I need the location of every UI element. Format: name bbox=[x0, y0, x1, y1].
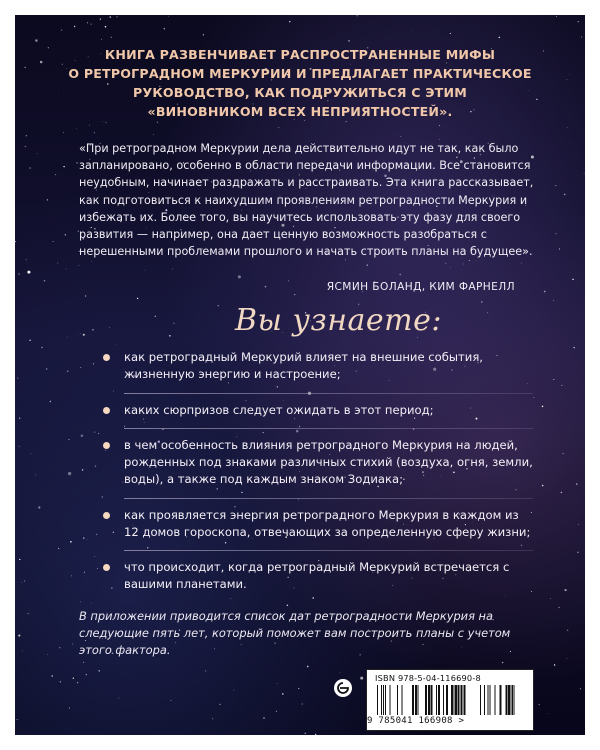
barcode-bar bbox=[512, 685, 513, 715]
star bbox=[26, 135, 28, 137]
list-item-text: как ретроградный Меркурий влияет на внешние события, жизненную энергию и настроение; bbox=[124, 350, 483, 381]
star bbox=[76, 162, 77, 163]
star bbox=[572, 279, 574, 281]
barcode-bar bbox=[425, 685, 427, 715]
star bbox=[502, 662, 503, 663]
barcode-bar bbox=[461, 685, 463, 715]
star bbox=[542, 485, 544, 487]
star bbox=[80, 602, 81, 603]
learn-heading: Вы узнаете: bbox=[235, 303, 442, 338]
star bbox=[83, 537, 84, 538]
barcode-bar bbox=[381, 685, 382, 715]
star bbox=[544, 291, 546, 293]
barcode-bar bbox=[438, 685, 440, 715]
star bbox=[558, 607, 559, 608]
star bbox=[203, 34, 204, 35]
quote-block bbox=[79, 140, 535, 260]
star bbox=[18, 635, 20, 637]
barcode-bar bbox=[484, 685, 485, 715]
star bbox=[315, 734, 316, 735]
star bbox=[289, 21, 290, 22]
star bbox=[30, 453, 31, 454]
star bbox=[81, 435, 84, 438]
barcode-bar bbox=[431, 685, 433, 715]
star bbox=[80, 333, 81, 334]
star bbox=[307, 666, 309, 668]
star bbox=[553, 379, 554, 380]
divider bbox=[124, 393, 533, 394]
star bbox=[294, 294, 295, 295]
star bbox=[288, 281, 289, 282]
star bbox=[578, 21, 579, 22]
star bbox=[168, 16, 169, 17]
star bbox=[25, 146, 27, 148]
star bbox=[35, 475, 36, 476]
star bbox=[106, 122, 107, 123]
book-back-cover bbox=[15, 15, 585, 735]
barcode-bar bbox=[488, 685, 489, 715]
star bbox=[94, 132, 95, 133]
list-item-text: как проявляется энергия ретроградного Меркурия в каждом из 12 домов гороскопа, отвечающих за определенную сферу жизни; bbox=[124, 507, 531, 539]
barcode-bar bbox=[500, 685, 502, 715]
isbn-label: ISBN 978-5-04-116690-8 bbox=[375, 673, 481, 683]
barcode-bar bbox=[480, 685, 481, 715]
star bbox=[580, 688, 581, 689]
star bbox=[217, 305, 218, 306]
star bbox=[101, 39, 102, 40]
barcode-bar bbox=[436, 685, 437, 715]
star bbox=[238, 275, 241, 278]
list-item-text: что происходит, когда ретроградный Меркурий встречается с вашими планетами. bbox=[124, 560, 510, 592]
star bbox=[450, 33, 451, 34]
star bbox=[173, 323, 174, 324]
barcode-bar bbox=[377, 685, 378, 715]
list-item-text: каких сюрпризов следует ожидать в этот период; bbox=[124, 402, 434, 417]
star bbox=[84, 572, 85, 573]
star bbox=[277, 683, 278, 684]
barcode-bar bbox=[402, 685, 403, 715]
star bbox=[555, 233, 556, 234]
star bbox=[17, 378, 18, 379]
star bbox=[169, 335, 171, 337]
star bbox=[40, 61, 43, 64]
star bbox=[276, 711, 277, 712]
headline-line: КНИГА РАЗВЕНЧИВАЕТ РАСПРОСТРАНЕННЫЕ МИФЫ bbox=[104, 47, 496, 62]
star bbox=[68, 439, 69, 440]
star bbox=[172, 269, 173, 270]
star bbox=[116, 16, 117, 17]
star bbox=[569, 74, 570, 75]
list-item bbox=[103, 559, 533, 603]
star bbox=[69, 707, 70, 708]
star bbox=[282, 693, 284, 695]
star bbox=[46, 368, 47, 369]
barcode-bar bbox=[490, 685, 491, 715]
star bbox=[61, 29, 62, 30]
star bbox=[556, 16, 557, 17]
star bbox=[91, 603, 92, 604]
star bbox=[53, 241, 54, 242]
star bbox=[60, 681, 61, 682]
star bbox=[412, 30, 413, 31]
barcode-bar bbox=[506, 685, 508, 715]
star bbox=[111, 37, 112, 38]
appendix-note: В приложении приводится список дат ретроградности Меркурия на следующие пять лет, который поможет вам построить планы с учетом этого фактора. bbox=[79, 609, 511, 658]
star bbox=[55, 174, 56, 175]
star bbox=[157, 122, 158, 123]
star bbox=[155, 316, 156, 317]
star bbox=[94, 432, 95, 433]
star bbox=[212, 718, 213, 719]
barcode-bar bbox=[514, 685, 515, 715]
star bbox=[41, 347, 42, 348]
star bbox=[89, 125, 90, 126]
star bbox=[559, 248, 560, 249]
star bbox=[521, 263, 522, 264]
star bbox=[116, 344, 117, 345]
list-item bbox=[103, 437, 533, 497]
star bbox=[95, 465, 96, 466]
star bbox=[367, 264, 369, 266]
star bbox=[19, 446, 20, 447]
star bbox=[287, 605, 289, 607]
star bbox=[153, 134, 154, 135]
barcode-bar bbox=[451, 685, 453, 715]
star bbox=[28, 613, 29, 614]
star bbox=[19, 418, 20, 419]
learn-list bbox=[103, 349, 533, 603]
list-item bbox=[103, 349, 533, 393]
star bbox=[47, 654, 48, 655]
star bbox=[298, 688, 299, 689]
star bbox=[445, 263, 446, 264]
barcode-bar bbox=[428, 685, 430, 715]
star bbox=[65, 234, 66, 235]
star bbox=[400, 136, 401, 137]
star bbox=[72, 644, 73, 645]
star bbox=[584, 173, 585, 174]
star bbox=[567, 630, 568, 631]
bullet-dot-icon bbox=[103, 354, 110, 361]
publisher-logo-icon bbox=[334, 679, 352, 697]
star bbox=[348, 40, 349, 41]
star bbox=[487, 312, 488, 313]
star bbox=[205, 670, 206, 671]
star bbox=[22, 651, 23, 652]
star bbox=[97, 568, 98, 569]
star bbox=[100, 18, 101, 19]
star bbox=[340, 672, 341, 673]
headline-line: РУКОВОДСТВО, КАК ПОДРУЖИТЬСЯ С ЭТИМ bbox=[133, 85, 467, 100]
ean-digits: 9 785041 166908 > bbox=[367, 716, 465, 726]
star bbox=[98, 433, 99, 434]
barcode-bar bbox=[511, 685, 512, 715]
star bbox=[577, 552, 578, 553]
divider bbox=[124, 498, 533, 499]
star bbox=[450, 267, 451, 268]
star bbox=[463, 264, 464, 265]
star bbox=[50, 401, 51, 402]
star bbox=[17, 719, 18, 720]
star bbox=[66, 269, 67, 270]
star bbox=[548, 713, 549, 714]
star bbox=[57, 263, 58, 264]
star bbox=[58, 548, 59, 549]
star bbox=[554, 664, 555, 665]
star bbox=[71, 575, 72, 576]
star bbox=[67, 337, 68, 338]
star bbox=[539, 704, 540, 705]
barcode-bar bbox=[412, 685, 414, 715]
star bbox=[91, 261, 92, 262]
star bbox=[24, 580, 25, 581]
star bbox=[27, 271, 30, 274]
barcode-bar bbox=[443, 685, 444, 715]
star bbox=[44, 280, 46, 282]
star bbox=[563, 453, 564, 454]
list-item bbox=[103, 507, 533, 551]
barcode-bar bbox=[390, 685, 391, 715]
star bbox=[63, 132, 64, 133]
star bbox=[26, 259, 27, 260]
star bbox=[137, 298, 138, 299]
barcode-bar bbox=[464, 685, 466, 715]
star bbox=[110, 16, 112, 18]
star bbox=[265, 286, 267, 288]
star bbox=[74, 26, 75, 27]
barcode-bar bbox=[455, 685, 457, 715]
barcode-bar bbox=[508, 685, 510, 715]
star bbox=[92, 329, 94, 331]
star bbox=[73, 677, 74, 678]
star bbox=[233, 689, 234, 690]
authors: ЯСМИН БОЛАНД, КИМ ФАРНЕЛЛ bbox=[326, 281, 515, 293]
star bbox=[109, 327, 110, 328]
star bbox=[565, 589, 567, 591]
star bbox=[573, 347, 574, 348]
barcode-bar bbox=[415, 685, 417, 715]
barcode-bar bbox=[385, 685, 386, 715]
barcode-bar bbox=[446, 685, 448, 715]
star bbox=[550, 598, 551, 599]
star bbox=[566, 658, 567, 659]
star bbox=[29, 340, 30, 341]
star bbox=[553, 300, 554, 301]
star bbox=[80, 367, 81, 368]
divider bbox=[124, 428, 533, 429]
star bbox=[68, 472, 71, 475]
star bbox=[99, 670, 100, 671]
star bbox=[302, 704, 303, 705]
star bbox=[360, 677, 363, 680]
star bbox=[47, 199, 48, 200]
star bbox=[570, 143, 571, 144]
star bbox=[567, 127, 568, 128]
star bbox=[118, 698, 119, 699]
star bbox=[170, 700, 171, 701]
star bbox=[19, 559, 20, 560]
star bbox=[561, 492, 562, 493]
star bbox=[79, 265, 80, 266]
star bbox=[94, 556, 95, 557]
headline-line: «ВИНОВНИКОМ ВСЕХ НЕПРИЯТНОСТЕЙ». bbox=[147, 104, 453, 119]
barcode-bar bbox=[418, 685, 419, 715]
star bbox=[87, 539, 88, 540]
barcode-bar bbox=[495, 685, 496, 715]
star bbox=[82, 469, 84, 471]
star bbox=[51, 675, 53, 677]
star bbox=[83, 334, 85, 336]
star bbox=[38, 506, 40, 508]
star bbox=[499, 37, 501, 39]
star bbox=[346, 121, 347, 122]
star bbox=[96, 534, 97, 535]
star bbox=[77, 682, 78, 683]
star bbox=[70, 541, 72, 543]
star bbox=[87, 22, 88, 23]
star bbox=[48, 47, 49, 48]
barcode-bars bbox=[375, 685, 525, 715]
star bbox=[164, 28, 165, 29]
star bbox=[15, 241, 16, 242]
quote-text: «При ретроградном Меркурии дела действительно идут не так, как было запланировано, особенно в области передачи информации. Все становится неудобным, начинает раздражать и расстраивать. Эта книга рассказывает, как подготовиться к наихудшим проявлениям ретроградности Меркурия и избежать их. Более того, вы научитесь использовать эту фазу для своего развития — например, она дает ценную возможность разобраться с нерешенными проблемами прошлого и начать строить планы на будущее». bbox=[79, 142, 534, 259]
star bbox=[576, 483, 577, 484]
star bbox=[37, 153, 38, 154]
list-item-text: в чем особенность влияния ретроградного Меркурия на людей, рожденных под знаками различных стихий (воздуха, огня, земли, воды), а также под каждым знаком Зодиака; bbox=[124, 438, 533, 486]
bullet-dot-icon bbox=[103, 512, 110, 519]
headline bbox=[55, 45, 545, 121]
isbn-barcode bbox=[366, 669, 534, 731]
star bbox=[555, 185, 556, 186]
star bbox=[567, 79, 568, 80]
star bbox=[59, 647, 60, 648]
barcode-bar bbox=[383, 685, 384, 715]
star bbox=[263, 717, 265, 719]
star bbox=[85, 295, 86, 296]
barcode-bar bbox=[454, 685, 455, 715]
star bbox=[29, 167, 31, 169]
star bbox=[102, 121, 103, 122]
star bbox=[564, 194, 566, 196]
barcode-bar bbox=[458, 685, 460, 715]
star bbox=[63, 166, 64, 167]
list-item bbox=[103, 402, 533, 429]
star bbox=[93, 363, 94, 364]
star bbox=[581, 36, 582, 37]
star bbox=[278, 127, 279, 128]
star bbox=[399, 274, 400, 275]
star bbox=[105, 26, 107, 28]
star bbox=[145, 270, 146, 271]
star bbox=[439, 125, 440, 126]
headline-line: О РЕТРОГРАДНОМ МЕРКУРИИ И ПРЕДЛАГАЕТ ПРАКТИЧЕСКОЕ bbox=[68, 66, 532, 81]
star bbox=[561, 385, 562, 386]
star bbox=[305, 733, 306, 734]
star bbox=[481, 301, 482, 302]
star bbox=[24, 67, 26, 69]
star bbox=[67, 371, 68, 372]
star bbox=[219, 704, 220, 705]
star bbox=[86, 674, 87, 675]
bullet-dot-icon bbox=[103, 407, 110, 414]
star bbox=[35, 39, 38, 42]
star bbox=[357, 15, 358, 16]
star bbox=[542, 406, 544, 408]
star bbox=[21, 582, 22, 583]
star bbox=[76, 128, 77, 129]
barcode-bar bbox=[397, 685, 398, 715]
star bbox=[83, 662, 84, 663]
star bbox=[533, 397, 534, 398]
bullet-dot-icon bbox=[103, 564, 110, 571]
star bbox=[90, 23, 91, 24]
divider bbox=[124, 550, 533, 551]
star bbox=[18, 273, 19, 274]
bullet-dot-icon bbox=[103, 442, 110, 449]
star bbox=[578, 524, 579, 525]
